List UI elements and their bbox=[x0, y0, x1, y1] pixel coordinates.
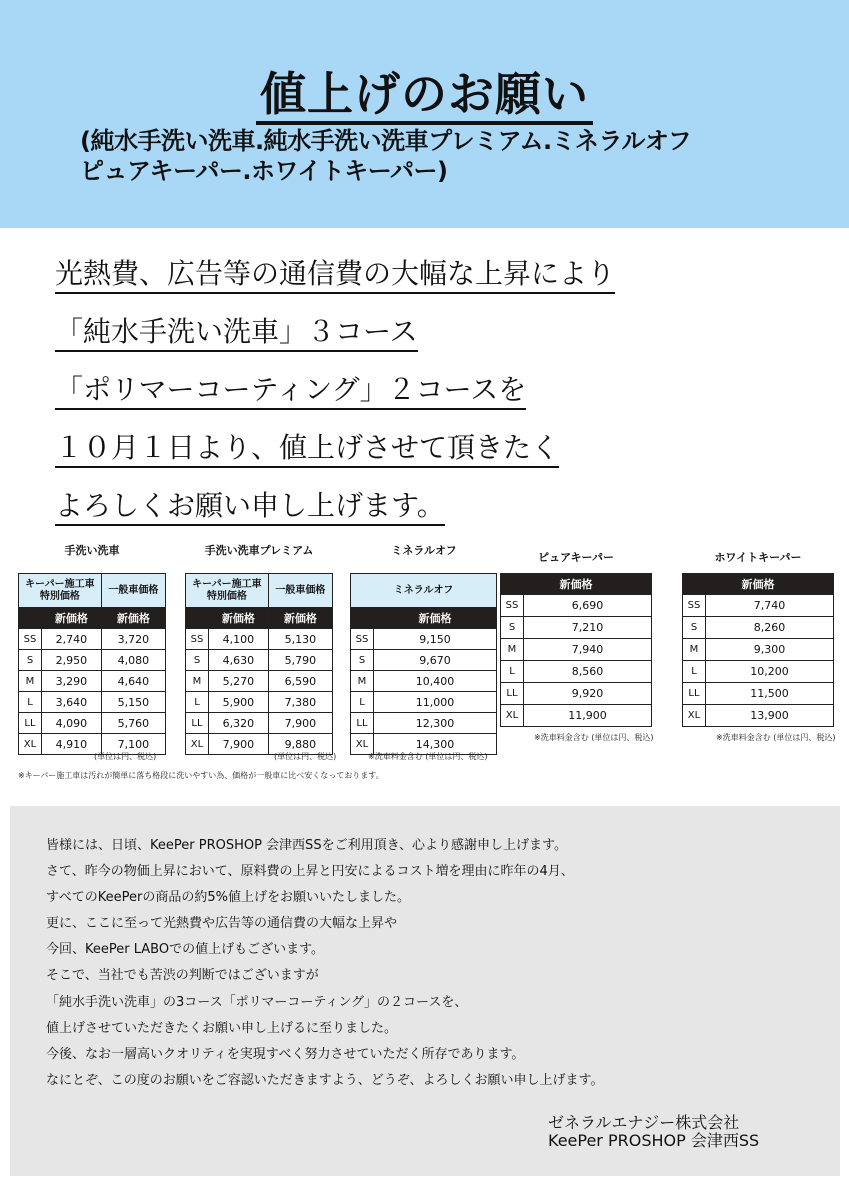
table-row: SS 4,100 5,130 bbox=[186, 629, 333, 650]
unit-note: ※洗車料金含む (単位は円、税込) bbox=[716, 733, 836, 742]
table-row: LL 11,500 bbox=[683, 683, 834, 705]
unit-note: (単位は円、税込) bbox=[274, 752, 337, 761]
table-row: XL 13,900 bbox=[683, 705, 834, 727]
shop-name: KeePer PROSHOP 会津西SS bbox=[548, 1131, 760, 1150]
unit-note: (単位は円、税込) bbox=[94, 752, 157, 761]
table-row: SS 2,740 3,720 bbox=[19, 629, 166, 650]
table-row: LL 9,920 bbox=[501, 683, 652, 705]
letter-line: 値上げさせていただきたくお願い申し上げるに至りました。 bbox=[46, 1020, 398, 1036]
unit-note: ※洗車料金含む (単位は円、税込) bbox=[534, 733, 654, 742]
table-row: XL 11,900 bbox=[501, 705, 652, 727]
price-table-mineral-off bbox=[350, 573, 497, 755]
letter-line: さて、昨今の物価上昇において、原料費の上昇と円安によるコスト増を理由に昨年の4月、 bbox=[46, 864, 574, 880]
table-row: S 7,210 bbox=[501, 617, 652, 639]
table-title: ピュアキーパー bbox=[537, 551, 614, 564]
price-table-hand-wash bbox=[18, 573, 166, 755]
subheader: 新価格 bbox=[501, 574, 652, 595]
table-row: S 8,260 bbox=[683, 617, 834, 639]
subheader: 新価格 bbox=[374, 608, 497, 629]
table-row: L 11,000 bbox=[351, 692, 497, 713]
column-header: キーパー施工車 特別価格 bbox=[186, 574, 269, 608]
table-row: S 9,670 bbox=[351, 650, 497, 671]
price-table-pure-keeper bbox=[500, 573, 652, 727]
table-title: ミネラルオフ bbox=[391, 544, 457, 557]
letter-body bbox=[46, 833, 603, 1094]
table-row: XL 4,910 7,100 bbox=[19, 734, 166, 755]
letter-line: 皆様には、日頃、KeePer PROSHOP 会津西SSをご利用頂き、心より感謝申し上げます。 bbox=[46, 838, 568, 853]
subheader: 新価格 bbox=[209, 608, 269, 629]
price-table-hand-wash-premium bbox=[185, 573, 333, 755]
table-row: LL 12,300 bbox=[351, 713, 497, 734]
price-table-white-keeper bbox=[682, 573, 834, 727]
table-row: SS 7,740 bbox=[683, 595, 834, 617]
notice-block bbox=[55, 245, 615, 535]
table-row: M 3,290 4,640 bbox=[19, 671, 166, 692]
notice-line: よろしくお願い申し上げます。 bbox=[55, 489, 445, 526]
letter-line: 今回、KeePer LABOでの値上げもございます。 bbox=[46, 942, 325, 958]
notice-line: １０月１日より、値上げさせて頂きたく bbox=[55, 431, 559, 468]
table-row: M 7,940 bbox=[501, 639, 652, 661]
letter-line: すべてのKeePerの商品の約5%値上げをお願いいたしました。 bbox=[46, 890, 410, 906]
table-row: L 8,560 bbox=[501, 661, 652, 683]
letter-line: なにとぞ、この度のお願いをご容認いただきますよう、どうぞ、よろしくお願い申し上げます。 bbox=[46, 1072, 604, 1088]
notice-line: 光熱費、広告等の通信費の大幅な上昇により bbox=[55, 257, 615, 294]
column-header: ミネラルオフ bbox=[351, 574, 497, 608]
letter-line: そこで、当社でも苦渋の判断ではございますが bbox=[46, 968, 319, 984]
table-row: L 3,640 5,150 bbox=[19, 692, 166, 713]
notice-line: 「ポリマーコーティング」２コースを bbox=[55, 373, 526, 410]
table-title: ホワイトキーパー bbox=[714, 551, 802, 564]
table-row: SS 6,690 bbox=[501, 595, 652, 617]
table-row: LL 6,320 7,900 bbox=[186, 713, 333, 734]
subheader: 新価格 bbox=[683, 574, 834, 595]
letter-line: 「純水手洗い洗車」の3コース「ポリマーコーティング」の２コースを、 bbox=[46, 994, 468, 1010]
table-row: LL 4,090 5,760 bbox=[19, 713, 166, 734]
keeper-footnote: ※キーパー施工車は汚れが簡単に落ち格段に洗いやすい為、価格が一般車に比べ安くなっております。 bbox=[18, 771, 384, 780]
page-subtitle: (純水手洗い洗車.純水手洗い洗車プレミアム.ミネラルオフ ピュアキーパー.ホワイトキーパー) bbox=[80, 127, 692, 185]
subheader: 新価格 bbox=[268, 608, 332, 629]
letter-line: 更に、ここに至って光熱費や広告等の通信費の大幅な上昇や bbox=[46, 916, 398, 932]
table-row: M 9,300 bbox=[683, 639, 834, 661]
table-row: XL 14,300 bbox=[351, 734, 497, 755]
table-row: M 5,270 6,590 bbox=[186, 671, 333, 692]
table-row: S 4,630 5,790 bbox=[186, 650, 333, 671]
column-header: キーパー施工車 特別価格 bbox=[19, 574, 102, 608]
column-header: 一般車価格 bbox=[101, 574, 165, 608]
subheader: 新価格 bbox=[101, 608, 165, 629]
table-row: S 2,950 4,080 bbox=[19, 650, 166, 671]
unit-note: ※洗車料金含む (単位は円、税込) bbox=[368, 752, 488, 761]
table-row: M 10,400 bbox=[351, 671, 497, 692]
subheader: 新価格 bbox=[42, 608, 102, 629]
letter-line: 今後、なお一層高いクオリティを実現すべく努力させていただく所存であります。 bbox=[46, 1046, 525, 1062]
column-header: 一般車価格 bbox=[268, 574, 332, 608]
company-name: ゼネラルエナジー株式会社 bbox=[548, 1113, 740, 1132]
notice-line: 「純水手洗い洗車」３コース bbox=[55, 315, 418, 352]
table-title: 手洗い洗車 bbox=[64, 544, 120, 557]
table-row: XL 7,900 9,880 bbox=[186, 734, 333, 755]
table-row: SS 9,150 bbox=[351, 629, 497, 650]
signature bbox=[548, 1114, 759, 1150]
table-title: 手洗い洗車プレミアム bbox=[204, 544, 314, 557]
page-title: 値上げのお願い bbox=[0, 58, 849, 124]
table-row: L 10,200 bbox=[683, 661, 834, 683]
table-row: L 5,900 7,380 bbox=[186, 692, 333, 713]
